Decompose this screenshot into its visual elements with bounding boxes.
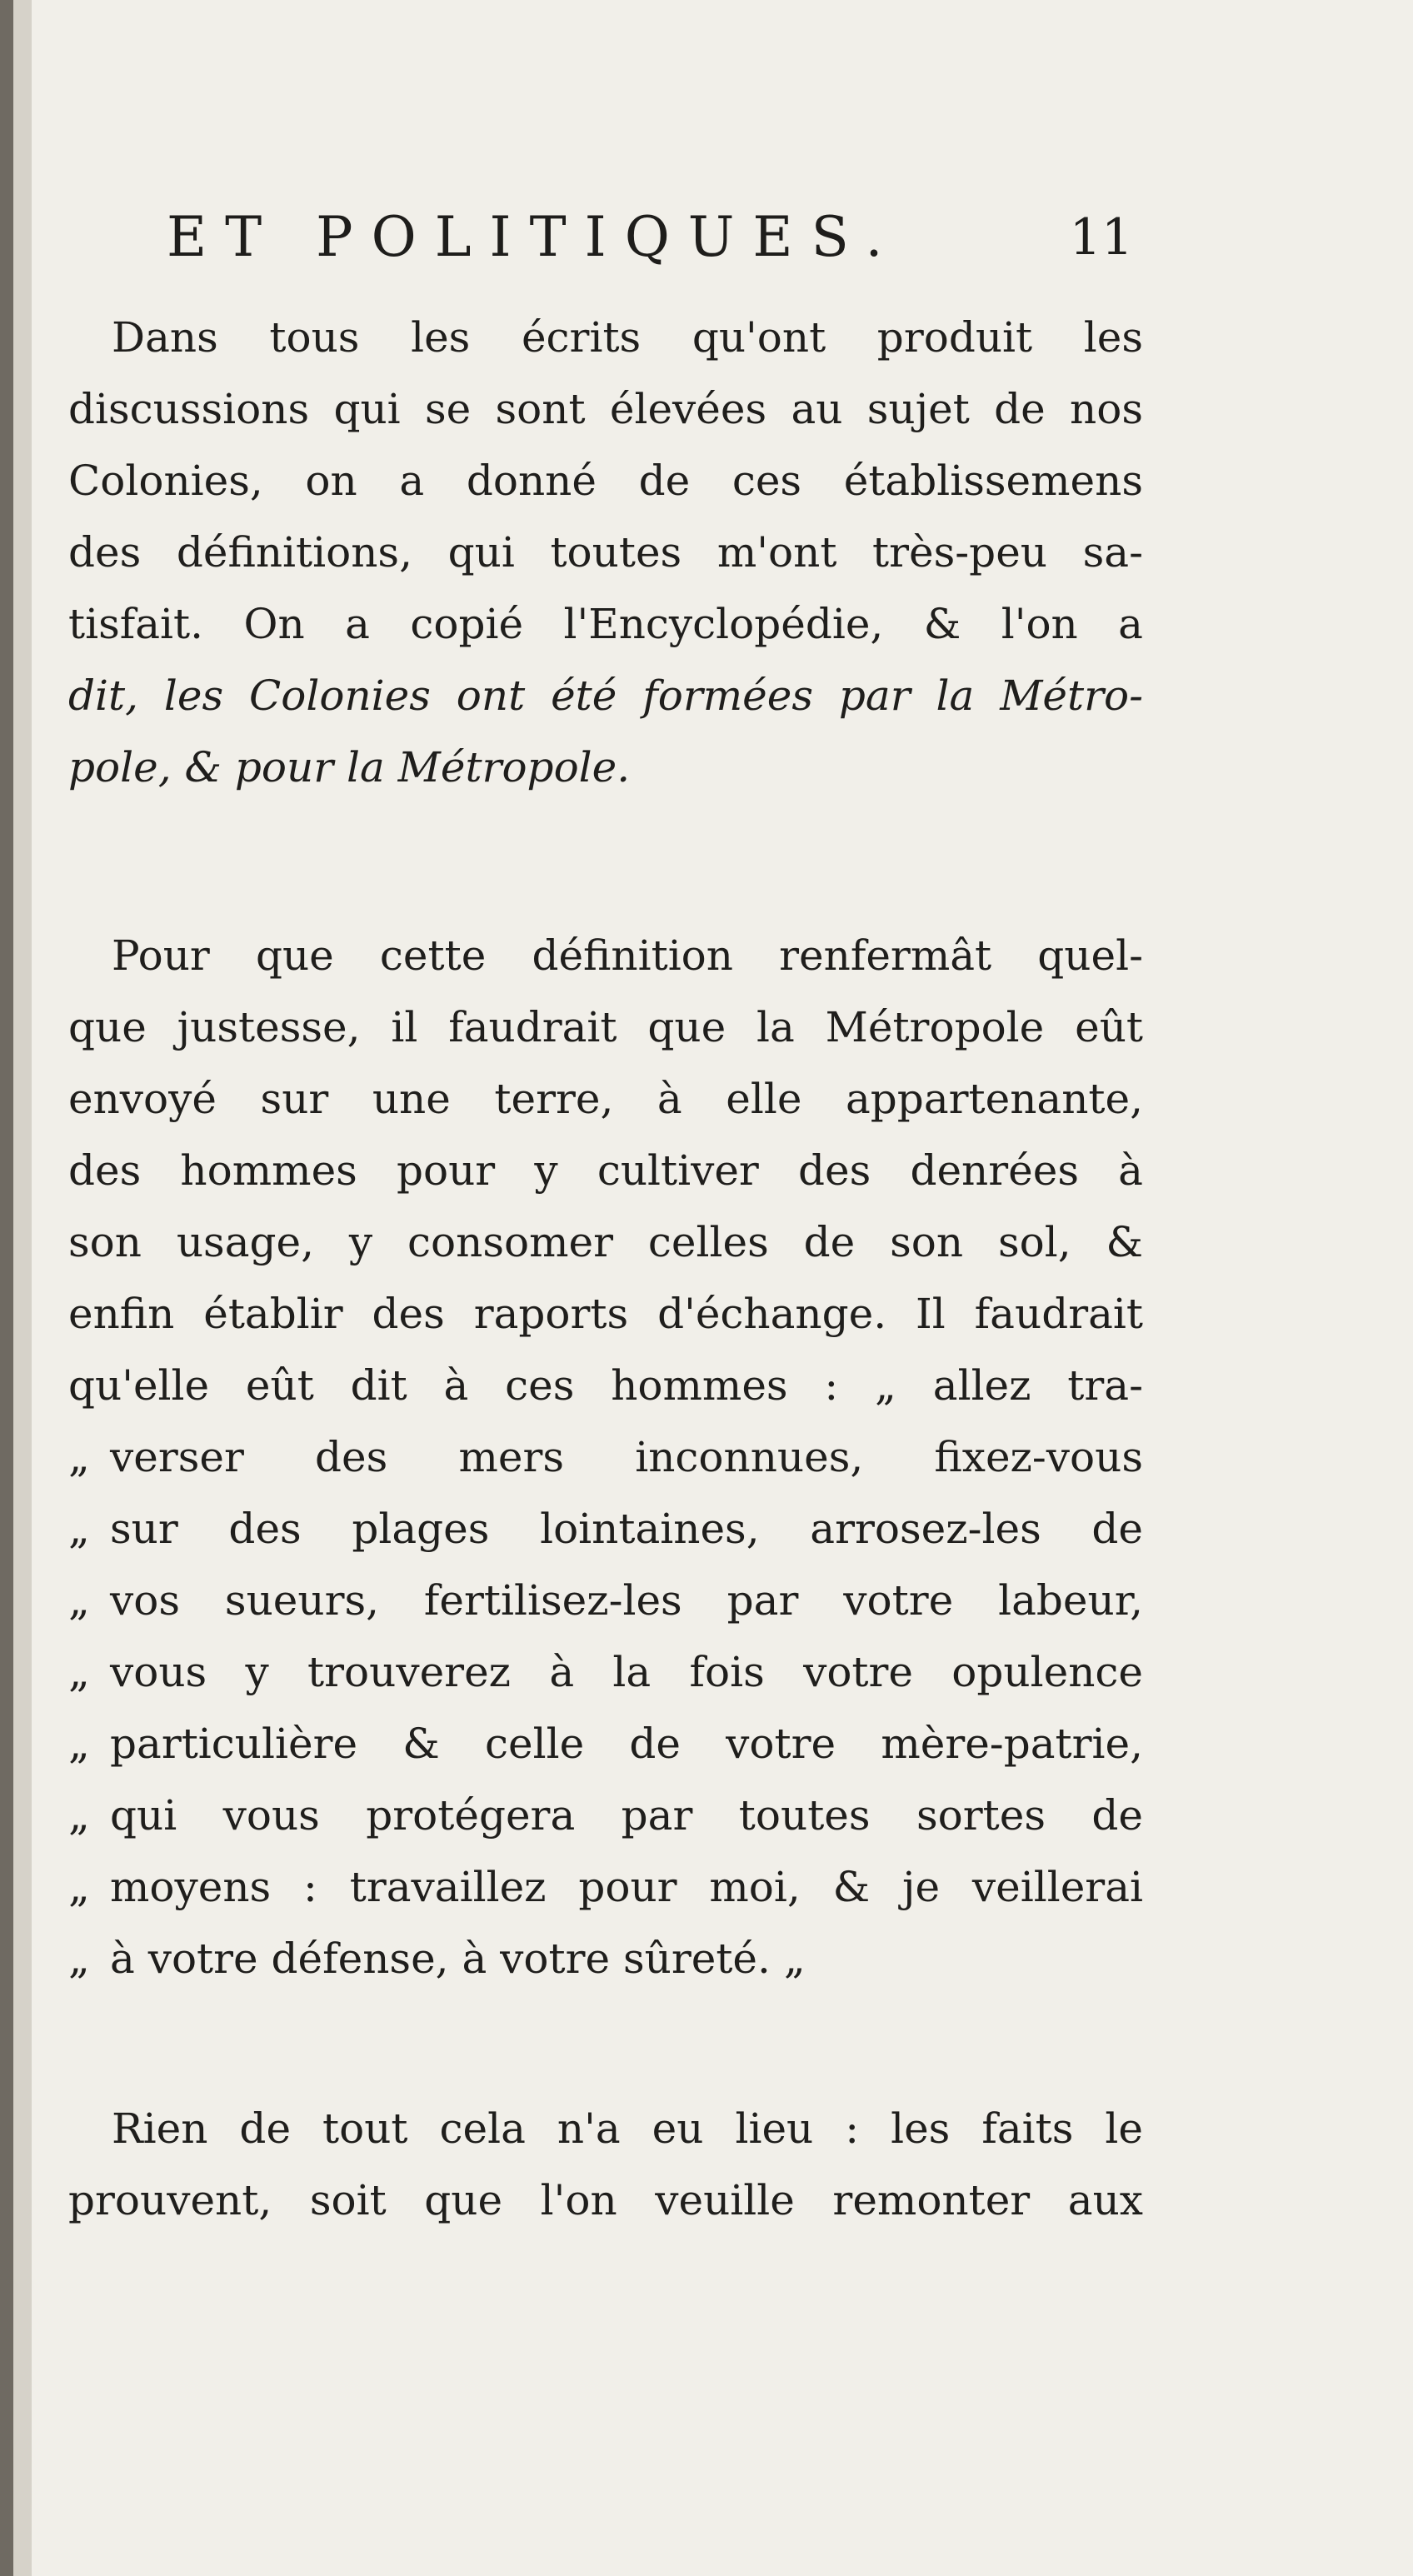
quote-mark-glyph: „ (68, 1934, 90, 1983)
text-line: des définitions, qui toutes m'ont très-peu sa- (68, 528, 1143, 577)
page-gutter-shadow (13, 0, 32, 2576)
page-number: 11 (1069, 208, 1133, 267)
quote-mark-glyph: „ (68, 1791, 90, 1840)
book-spine (0, 0, 13, 2576)
text-line: sur des plages lointaines, arrosez-les de (110, 1505, 1143, 1553)
quoted-line (68, 1493, 1143, 1565)
text-line: des hommes pour y cultiver des denrées à (68, 1146, 1143, 1195)
text-line: moyens : travaillez pour moi, & je veillerai (110, 1863, 1143, 1911)
paragraph-spacing (68, 803, 1143, 920)
quote-mark-glyph: „ (68, 1648, 90, 1696)
text-line-italic: dit, les Colonies ont été formées par la Métro- (68, 671, 1143, 720)
running-title: ET POLITIQUES. (167, 205, 901, 269)
quoted-line (68, 1421, 1143, 1493)
paragraph-2 (68, 920, 1143, 1994)
text-line-italic: pole, & pour la Métropole. (68, 743, 631, 791)
text-line: son usage, y consomer celles de son sol, & (68, 1218, 1143, 1266)
quoted-line (68, 1565, 1143, 1636)
quote-mark-glyph: „ (68, 1720, 90, 1768)
quoted-line (68, 1708, 1143, 1780)
paragraph-3 (68, 2093, 1143, 2236)
text-line: envoyé sur une terre, à elle appartenante, (68, 1075, 1143, 1123)
text-line: vos sueurs, fertilisez-les par votre labeur, (110, 1576, 1143, 1625)
paragraph-1 (68, 302, 1143, 803)
paragraph-spacing (68, 1994, 1143, 2093)
text-line: particulière & celle de votre mère-patrie, (110, 1720, 1143, 1768)
body-text (68, 302, 1143, 2236)
quoted-line (68, 1923, 1143, 1994)
text-line: que justesse, il faudrait que la Métropole eût (68, 1003, 1143, 1051)
text-line: enfin établir des raports d'échange. Il faudrait (68, 1290, 1143, 1338)
text-line: tisfait. On a copié l'Encyclopédie, & l'on a (68, 600, 1143, 648)
text-line: qu'elle eût dit à ces hommes : „ allez tra- (68, 1361, 1143, 1410)
text-line: Colonies, on a donné de ces établissemens (68, 457, 1143, 505)
text-line: prouvent, soit que l'on veuille remonter aux (68, 2176, 1143, 2224)
running-header (167, 192, 1133, 283)
quote-mark-glyph: „ (68, 1505, 90, 1553)
text-line: vous y trouverez à la fois votre opulence (110, 1648, 1143, 1696)
text-line: discussions qui se sont élevées au sujet de nos (68, 385, 1143, 433)
quoted-line (68, 1636, 1143, 1708)
text-line: Dans tous les écrits qu'ont produit les (112, 313, 1143, 362)
text-line: à votre défense, à votre sûreté. „ (110, 1934, 806, 1983)
quote-mark-glyph: „ (68, 1863, 90, 1911)
text-line: verser des mers inconnues, fixez-vous (110, 1433, 1143, 1481)
text-line: Pour que cette définition renfermât quel- (112, 931, 1143, 980)
quote-mark-glyph: „ (68, 1433, 90, 1481)
quoted-line (68, 1851, 1143, 1923)
quote-mark-glyph: „ (68, 1576, 90, 1625)
quoted-line (68, 1780, 1143, 1851)
text-line: Rien de tout cela n'a eu lieu : les faits le (112, 2104, 1143, 2153)
text-line: qui vous protégera par toutes sortes de (110, 1791, 1143, 1840)
